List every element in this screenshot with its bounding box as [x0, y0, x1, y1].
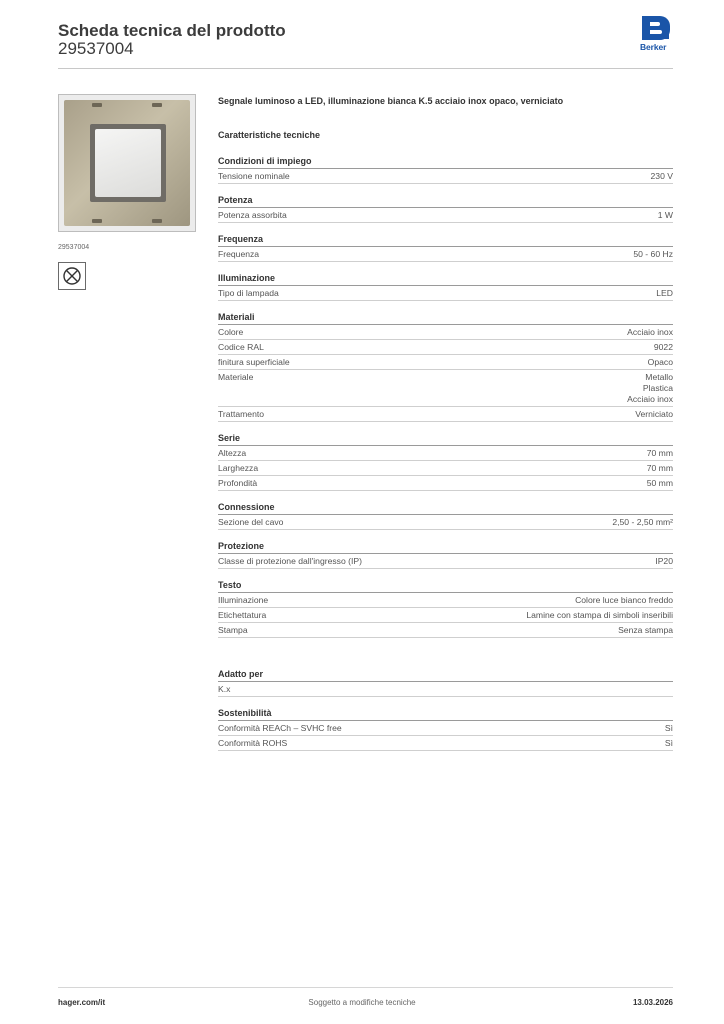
spec-value-line: 230 V	[650, 171, 673, 181]
spec-value-line: Lamine con stampa di simboli inseribili	[526, 610, 673, 620]
spec-value-line: 2,50 - 2,50 mm²	[612, 517, 673, 527]
spec-key: Larghezza	[218, 463, 259, 473]
spec-value	[658, 210, 673, 221]
spec-section	[218, 154, 673, 184]
spec-row	[218, 682, 673, 697]
spec-key: Tensione nominale	[218, 171, 290, 181]
product-code: 29537004	[58, 39, 134, 58]
spec-row	[218, 247, 673, 262]
frame-slot	[152, 103, 162, 107]
section-label: Frequenza	[218, 232, 673, 247]
spec-row	[218, 340, 673, 355]
frame-slot	[92, 219, 102, 223]
spec-value-line: Acciaio inox	[627, 327, 673, 337]
section-label: Potenza	[218, 193, 673, 208]
frame-slot	[152, 219, 162, 223]
spec-row	[218, 461, 673, 476]
section-label: Condizioni di impiego	[218, 154, 673, 169]
footer-date: 13.03.2026	[632, 998, 673, 1007]
spec-value-line: Sì	[664, 723, 673, 733]
spec-section	[218, 500, 673, 530]
spec-value-line: Opaco	[647, 357, 673, 367]
footer-divider	[58, 987, 673, 988]
spec-value	[665, 738, 673, 749]
spec-row	[218, 554, 673, 569]
spec-value-line: LED	[656, 288, 673, 298]
product-image	[58, 94, 196, 232]
spec-key: Classe di protezione dall'ingresso (IP)	[218, 556, 362, 566]
spec-key: K.x	[218, 684, 231, 694]
section-label: Adatto per	[218, 667, 673, 682]
spec-row	[218, 476, 673, 491]
spec-section	[218, 578, 673, 638]
spec-row	[218, 736, 673, 751]
spec-key: finitura superficiale	[218, 357, 290, 367]
spec-key: Materiale	[218, 372, 254, 382]
product-insert	[90, 124, 166, 202]
spec-key: Sezione del cavo	[218, 517, 284, 527]
footer-note: Soggetto a modifiche tecniche	[308, 998, 416, 1007]
spec-key: Etichettatura	[218, 610, 267, 620]
spec-section	[218, 431, 673, 491]
spec-section	[218, 667, 673, 697]
spec-value	[575, 595, 673, 606]
spec-row	[218, 608, 673, 623]
spec-row	[218, 325, 673, 340]
spec-key: Tipo di lampada	[218, 288, 279, 298]
spec-key: Colore	[218, 327, 244, 337]
spec-key: Stampa	[218, 625, 248, 635]
section-label: Illuminazione	[218, 271, 673, 286]
spec-value	[656, 288, 673, 299]
spec-value	[618, 625, 673, 636]
spec-value-line: IP20	[655, 556, 673, 566]
product-lens	[95, 129, 161, 197]
spec-row	[218, 169, 673, 184]
spec-row	[218, 355, 673, 370]
section-spacer	[218, 647, 673, 667]
spec-section	[218, 193, 673, 223]
spec-value	[655, 556, 673, 567]
spec-row	[218, 370, 673, 407]
spec-value-line: 1 W	[657, 210, 673, 220]
spec-value-line: Sì	[664, 738, 673, 748]
berker-logo-dot	[663, 33, 669, 39]
spec-value	[647, 478, 673, 489]
spec-value-line: 50 - 60 Hz	[633, 249, 673, 259]
spec-value	[526, 610, 673, 621]
spec-value-line: Verniciato	[635, 409, 673, 419]
footer-website: hager.com/it	[58, 998, 106, 1007]
spec-value	[665, 723, 673, 734]
section-label: Serie	[218, 431, 673, 446]
spec-key: Codice RAL	[218, 342, 264, 352]
section-label: Testo	[218, 578, 673, 593]
spec-value-line: Colore luce bianco freddo	[575, 595, 673, 605]
product-description: Segnale luminoso a LED, illuminazione bianca K.5 acciaio inox opaco, verniciato	[218, 96, 564, 106]
spec-value	[647, 463, 673, 474]
spec-section	[218, 271, 673, 301]
spec-value-line: 70 mm	[646, 463, 673, 473]
section-label: Sostenibilità	[218, 706, 673, 721]
spec-value	[635, 409, 673, 420]
spec-row	[218, 446, 673, 461]
section-label: Connessione	[218, 500, 673, 515]
spec-key: Potenza assorbita	[218, 210, 287, 220]
section-label: Materiali	[218, 310, 673, 325]
frame-slot	[92, 103, 102, 107]
spec-value-line: Metallo	[645, 372, 673, 382]
spec-value-line: Acciaio inox	[627, 394, 673, 404]
spec-key: Conformità REACh – SVHC free	[218, 723, 342, 733]
spec-key: Illuminazione	[218, 595, 269, 605]
spec-section	[218, 706, 673, 751]
spec-value	[627, 372, 673, 405]
spec-key: Altezza	[218, 448, 247, 458]
spec-row	[218, 515, 673, 530]
spec-value-line: 70 mm	[646, 448, 673, 458]
spec-value	[647, 448, 673, 459]
specs-heading: Caratteristiche tecniche	[218, 130, 321, 140]
spec-key: Profondità	[218, 478, 258, 488]
spec-table	[218, 154, 673, 760]
spec-row	[218, 623, 673, 638]
spec-value	[633, 249, 673, 260]
spec-section	[218, 539, 673, 569]
spec-row	[218, 593, 673, 608]
product-frame	[64, 100, 190, 226]
spec-key: Trattamento	[218, 409, 265, 419]
spec-value	[612, 517, 673, 528]
spec-row	[218, 721, 673, 736]
spec-value	[648, 357, 673, 368]
spec-section	[218, 232, 673, 262]
spec-value	[627, 327, 673, 338]
spec-value	[651, 171, 673, 182]
spec-value-line: Senza stampa	[618, 625, 673, 635]
lamp-symbol-icon	[58, 262, 86, 290]
spec-value-line: Plastica	[642, 383, 673, 393]
spec-row	[218, 407, 673, 422]
spec-row	[218, 208, 673, 223]
berker-logo	[639, 16, 673, 54]
brand-name: Berker	[640, 42, 667, 52]
section-label: Protezione	[218, 539, 673, 554]
page-title: Scheda tecnica del prodotto	[58, 21, 286, 40]
spec-value	[654, 342, 673, 353]
image-caption: 29537004	[58, 244, 90, 251]
spec-key: Frequenza	[218, 249, 260, 259]
spec-value-line: 50 mm	[646, 478, 673, 488]
spec-row	[218, 286, 673, 301]
spec-value-line: 9022	[653, 342, 673, 352]
header-divider	[58, 68, 673, 69]
spec-key: Conformità ROHS	[218, 738, 288, 748]
spec-section	[218, 310, 673, 422]
